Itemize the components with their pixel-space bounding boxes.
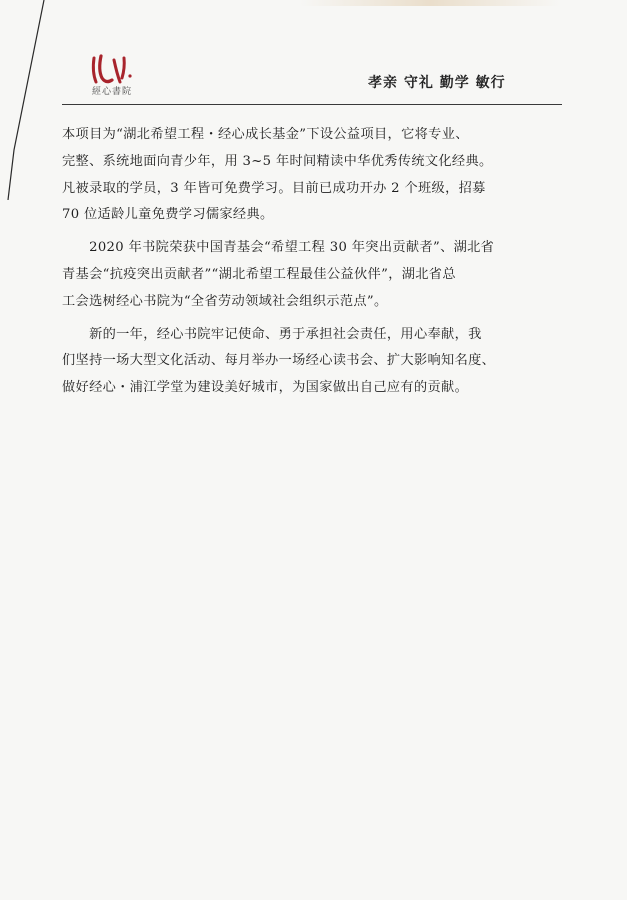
text-line: 本项目为“湖北希望工程・经心成长基金”下设公益项目，它将专业、	[62, 127, 469, 142]
logo-caption: 經心書院	[91, 87, 132, 97]
paragraph-new-year	[62, 322, 568, 402]
text-line: 工会选树经心书院为“全省劳动领域社会组织示范点”。	[62, 293, 388, 309]
scan-shadow	[300, 0, 560, 6]
text-line: 新的一年，经心书院牢记使命、勇于承担社会责任，用心奉献，我	[62, 326, 482, 342]
document-body	[62, 122, 568, 408]
text-line: 2020 年书院荣获中国青基会“希望工程 30 年突出贡献者”、湖北省	[62, 240, 495, 256]
text-line: 们坚持一场大型文化活动、每月举办一场经心读书会、扩大影响知名度、	[62, 353, 496, 369]
text-line: 做好经心・浦江学堂为建设美好城市，为国家做出自己应有的贡献。	[62, 380, 469, 396]
text-line: 70 位适龄儿童免费学习儒家经典。	[62, 207, 274, 223]
paragraph-awards	[62, 235, 568, 315]
header-divider	[62, 104, 562, 105]
scan-edge-line	[0, 0, 60, 200]
text-line: 完整、系统地面向青少年，用 3~5 年时间精读中华优秀传统文化经典。	[62, 153, 493, 169]
paragraph-project-intro	[62, 122, 568, 229]
text-line: 凡被录取的学员，3 年皆可免费学习。目前已成功开办 2 个班级，招募	[62, 180, 486, 196]
text-line: 青基会“抗疫突出贡献者”“湖北希望工程最佳公益伙伴”，湖北省总	[62, 266, 456, 282]
header-motto: 孝亲 守礼 勤学 敏行	[368, 75, 506, 91]
